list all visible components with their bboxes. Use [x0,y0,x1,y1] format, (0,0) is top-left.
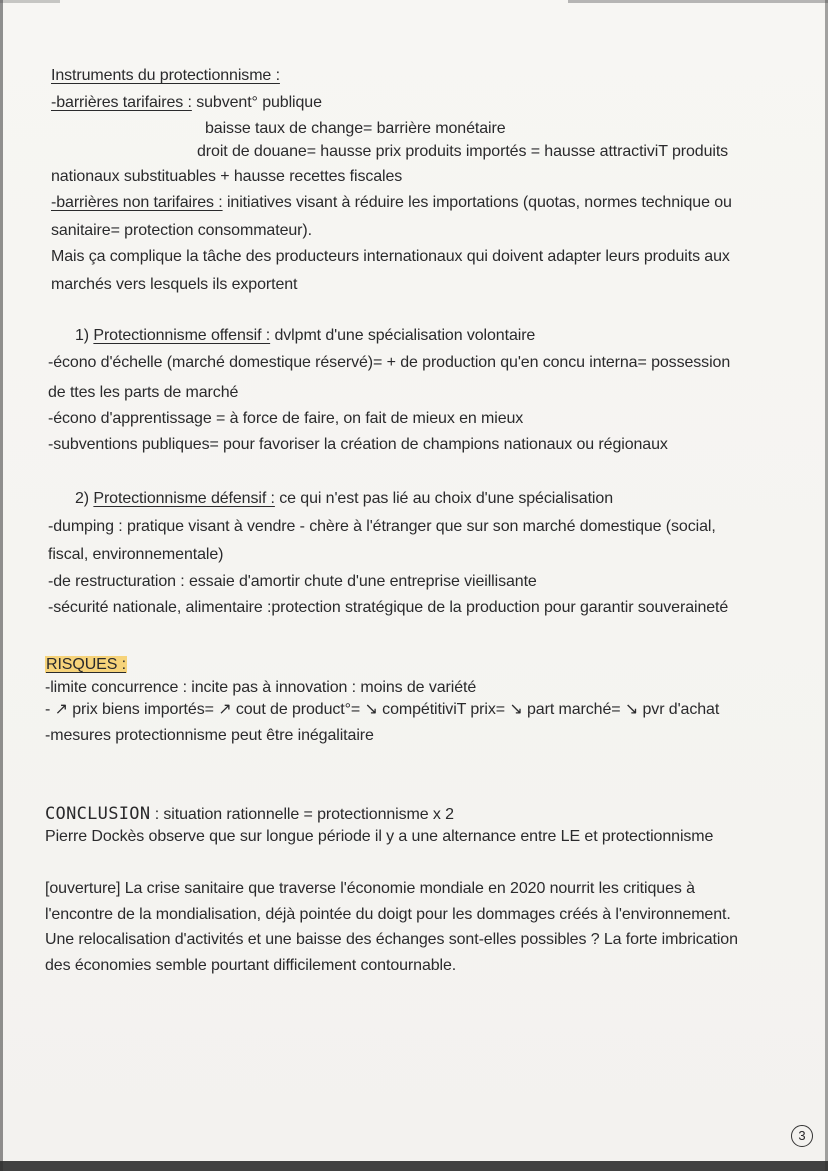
section-heading [51,66,280,86]
defensive-line-5: -sécurité nationale, alimentaire :protection stratégique de la production pour garantir souveraineté [48,599,729,616]
offensive-text: dvlpmt d'une spécialisation volontaire [270,327,536,344]
offensive-label: Protectionnisme offensif : [93,327,271,344]
offensive-number: 1) [75,327,94,344]
scan-edge-bottom [0,1161,828,1171]
nontariff-text: initiatives visant à réduire les importations (quotas, normes technique ou [222,194,732,211]
scan-edge-top [568,0,828,3]
defensive-line-2: -dumping : pratique visant à vendre - chère à l'étranger que sur son marché domestique (social, [48,518,716,535]
defensive-number: 2) [75,490,94,507]
ouverture-line-1: [ouverture] La crise sanitaire que traverse l'économie mondiale en 2020 nourrit les critiques à [45,880,695,897]
ouverture-line-2: l'encontre de la mondialisation, déjà pointée du doigt pour les dommages créés à l'environnement. [45,906,731,923]
offensive-line-5: -subventions publiques= pour favoriser la création de champions nationaux ou régionaux [48,436,668,453]
risques-line-3: -mesures protectionnisme peut être inégalitaire [45,727,374,744]
page-number: 3 [791,1125,813,1147]
conclusion-line [45,804,454,825]
risques-line-1: -limite concurrence : incite pas à innovation : moins de variété [45,679,477,696]
nontariff-label: -barrières non tarifaires : [51,194,223,211]
mais-line-2: marchés vers lesquels ils exportent [51,276,298,293]
conclusion-text: : situation rationnelle = protectionnisme x 2 [150,806,454,823]
risques-heading [45,655,127,675]
tariff-label: -barrières tarifaires : [51,94,192,111]
defensive-heading [75,489,613,509]
conclusion-line-2: Pierre Dockès observe que sur longue période il y a une alternance entre LE et protectionnisme [45,828,714,845]
defensive-line-3: fiscal, environnementale) [48,546,224,563]
risques-label: RISQUES : [46,656,127,673]
tariff-text: subvent° publique [191,94,322,111]
risques-line-2: - ↗ prix biens importés= ↗ cout de product°= ↘ compétitiviT prix= ↘ part marché= ↘ pvr d'achat [45,701,720,718]
offensive-line-3: de ttes les parts de marché [48,384,239,401]
nontariff-line [51,193,732,213]
tariff-line-3: droit de douane= hausse prix produits importés = hausse attractiviT produits [197,143,729,160]
nontariff-line-2: sanitaire= protection consommateur). [51,222,312,239]
offensive-line-4: -écono d'apprentissage = à force de faire, on fait de mieux en mieux [48,410,524,427]
defensive-text: ce qui n'est pas lié au choix d'une spécialisation [274,490,613,507]
defensive-line-4: -de restructuration : essaie d'amortir chute d'une entreprise vieillisante [48,573,537,590]
ouverture-line-3: Une relocalisation d'activités et une baisse des échanges sont-elles possibles ? La forte imbrication [45,931,738,948]
scan-edge-left [0,0,3,1171]
offensive-line-2: -écono d'échelle (marché domestique réservé)= + de production qu'en concu interna= possession [48,354,731,371]
mais-line-1: Mais ça complique la tâche des producteurs internationaux qui doivent adapter leurs produits aux [51,248,730,265]
heading-text: Instruments du protectionnisme : [51,67,280,84]
tariff-line [51,93,322,113]
ouverture-line-4: des économies semble pourtant difficilement contournable. [45,957,457,974]
tariff-line-2: baisse taux de change= barrière monétaire [205,120,506,137]
defensive-label: Protectionnisme défensif : [93,490,275,507]
offensive-heading [75,326,535,346]
tariff-line-4: nationaux substituables + hausse recettes fiscales [51,168,403,185]
conclusion-label: CONCLUSION [45,804,151,824]
scan-edge-top-left [0,0,60,3]
